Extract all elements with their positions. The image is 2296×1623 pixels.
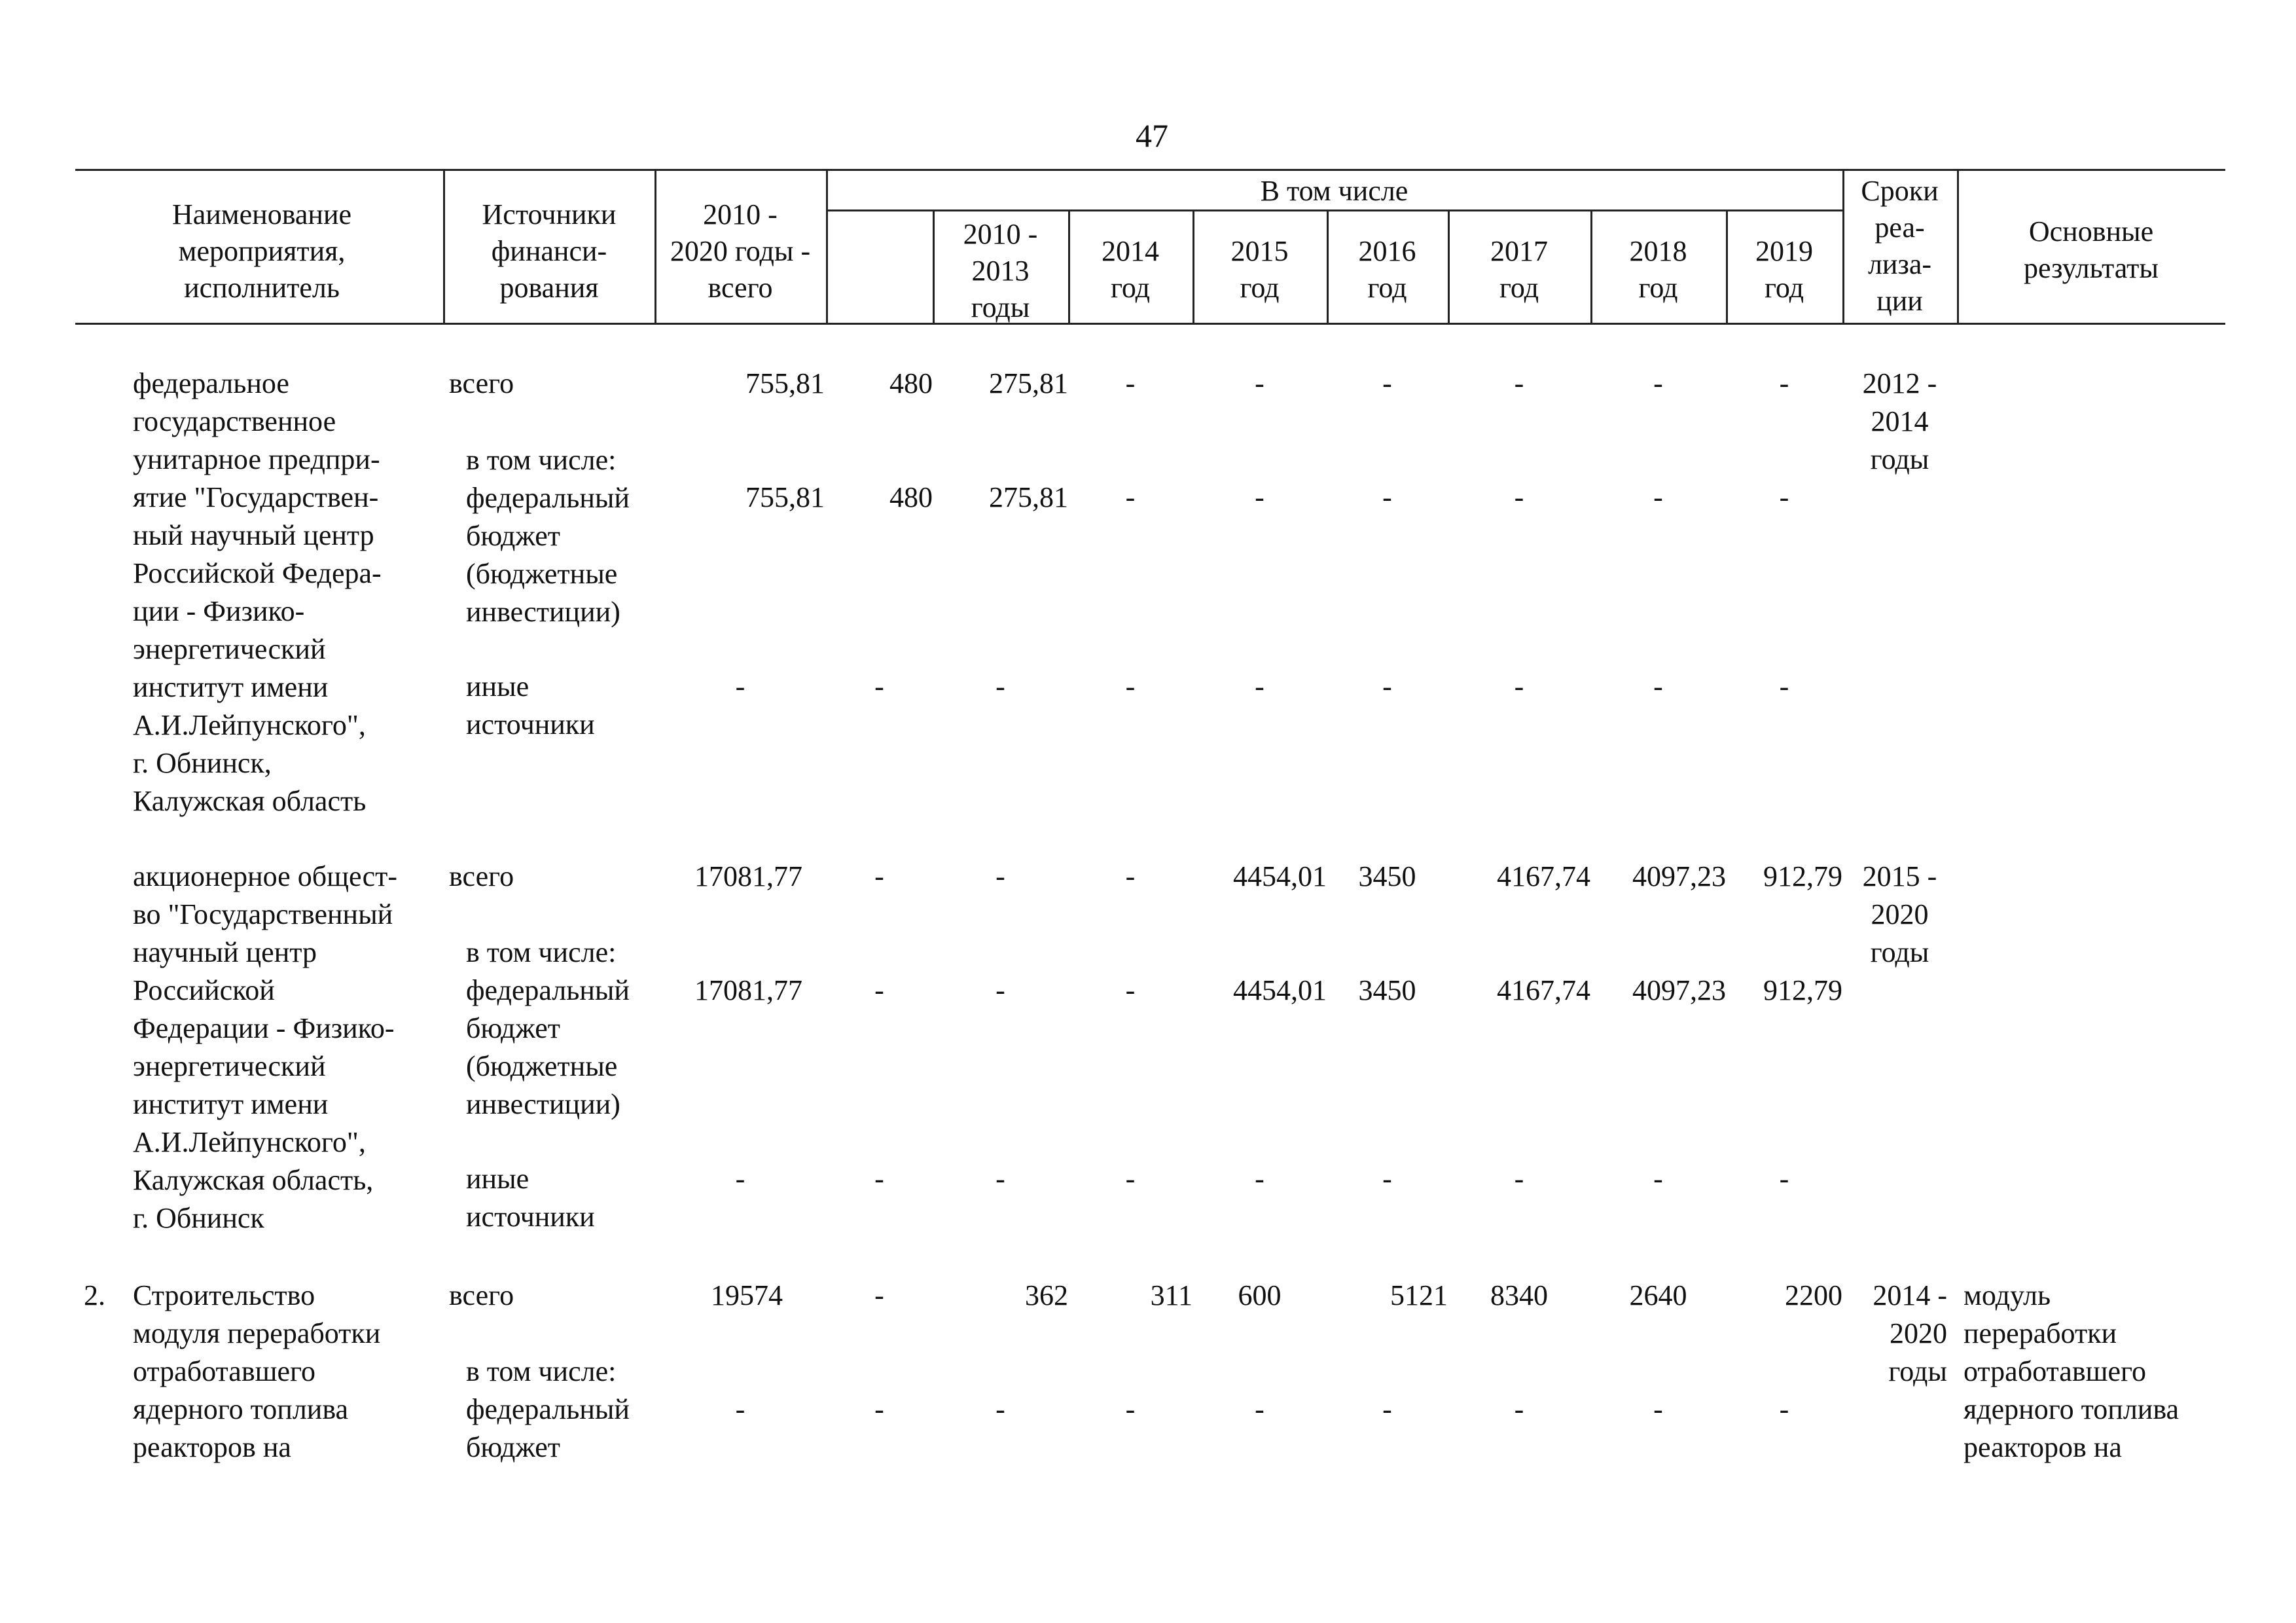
row-1-other-2020: - [1779, 670, 1789, 702]
row-2-total-2016: 4454,01 [1233, 860, 1327, 892]
row-1-other-2014: - [996, 670, 1005, 702]
row-3-terms: 2014 - 2020 годы [1873, 1279, 1947, 1387]
row-1-total-2015: - [1125, 367, 1136, 399]
row-3-source-federal: в том числе: федеральный бюджет [466, 1355, 630, 1463]
row-3-source-total: всего [449, 1279, 514, 1311]
row-3-total-2015: 311 [1150, 1279, 1193, 1311]
row-1-total-2010-2020: 755,81 [745, 367, 825, 399]
row-1-federal-2019: - [1653, 481, 1663, 513]
header-2017: 2017 год [1490, 235, 1548, 304]
row-1-other-2010-2020: - [735, 670, 745, 702]
header-name: Наименование мероприятия, исполнитель [171, 198, 352, 304]
row-2-source-other: иные источники [466, 1163, 595, 1233]
row-2-other-2019: - [1653, 1163, 1663, 1195]
row-2-federal-2019: 4097,23 [1632, 974, 1726, 1006]
header-2016: 2016 год [1358, 235, 1416, 304]
row-3-total-2018: 8340 [1490, 1279, 1548, 1311]
row-3-total-2010-2013: - [874, 1279, 884, 1311]
header-including: В том числе [1260, 175, 1408, 207]
table-top-rule [75, 169, 2225, 171]
row-3-name: Строительство модуля переработки отработавшего ядерного топлива реакторов на [133, 1279, 381, 1463]
page-number: 47 [1136, 117, 1168, 154]
row-1-other-2018: - [1514, 670, 1524, 702]
row-2-total-2014: - [996, 860, 1005, 892]
row-1-other-2019: - [1653, 670, 1663, 702]
row-1-total-2010-2013: 480 [889, 367, 933, 399]
row-1-federal-2010-2013: 480 [889, 481, 933, 513]
row-2-other-2010-2013: - [874, 1163, 884, 1195]
row-1-federal-2014: 275,81 [989, 481, 1068, 513]
row-1-total-2018: - [1514, 367, 1524, 399]
row-1-total-2020: - [1779, 367, 1789, 399]
row-3-federal-2020: - [1779, 1393, 1789, 1425]
row-3-federal-2010-2013: - [874, 1393, 884, 1425]
header-2019: 2019 год [1755, 235, 1813, 304]
row-2-other-2016: - [1255, 1163, 1265, 1195]
row-3-federal-2017: - [1382, 1393, 1392, 1425]
row-2-other-2014: - [996, 1163, 1005, 1195]
row-3-federal-2010-2020: - [735, 1393, 745, 1425]
row-2-source-federal: в том числе: федеральный бюджет (бюджетные инвестиции) [466, 936, 630, 1120]
header-bottom-rule [75, 323, 2225, 325]
row-3-federal-2018: - [1514, 1393, 1524, 1425]
row-3-result: модуль переработки отработавшего ядерного топлива реакторов на [1964, 1279, 2179, 1463]
row-2-total-2015: - [1125, 860, 1136, 892]
row-2-source-total: всего [449, 860, 514, 892]
row-3-total-2019: 2640 [1629, 1279, 1687, 1311]
row-1-other-2010-2013: - [874, 670, 884, 702]
row-1-federal-2010-2020: 755,81 [745, 481, 825, 513]
row-1-source-total: всего [449, 367, 514, 399]
row-3-federal-2016: - [1255, 1393, 1265, 1425]
row-2-other-2017: - [1382, 1163, 1392, 1195]
row-2-federal-2020: 912,79 [1763, 974, 1842, 1006]
header-2018: 2018 год [1629, 235, 1687, 304]
row-3-total-2020: 2200 [1785, 1279, 1842, 1311]
row-2-total-2020: 912,79 [1763, 860, 1842, 892]
row-3-total-2014: 362 [1025, 1279, 1068, 1311]
row-1-other-2016: - [1255, 670, 1265, 702]
row-1-federal-2015: - [1125, 481, 1136, 513]
header-terms: Сроки реа- лиза- ции [1861, 175, 1939, 317]
row-2-total-2019: 4097,23 [1632, 860, 1726, 892]
row-1-total-2017: - [1382, 367, 1392, 399]
header-2015: 2015 год [1230, 235, 1289, 304]
row-2-total-2010-2020: 17081,77 [694, 860, 802, 892]
row-2-federal-2018: 4167,74 [1497, 974, 1590, 1006]
row-3-total-2010-2020: 19574 [711, 1279, 783, 1311]
row-1-federal-2020: - [1779, 481, 1789, 513]
header-2010-2013: 2010 - 2013 годы [963, 218, 1038, 323]
row-2-total-2010-2013: - [874, 860, 884, 892]
row-3-federal-2019: - [1653, 1393, 1663, 1425]
row-2-federal-2017: 3450 [1358, 974, 1416, 1006]
row-2-other-2010-2020: - [735, 1163, 745, 1195]
row-1-total-2016: - [1255, 367, 1265, 399]
row-1-other-2015: - [1125, 670, 1136, 702]
header-results: Основные результаты [2024, 215, 2159, 284]
row-2-federal-2015: - [1125, 974, 1136, 1006]
header-total: 2010 - 2020 годы - всего [670, 198, 811, 304]
row-2-other-2020: - [1779, 1163, 1789, 1195]
row-2-federal-2010-2013: - [874, 974, 884, 1006]
row-2-other-2015: - [1125, 1163, 1136, 1195]
row-2-federal-2016: 4454,01 [1233, 974, 1327, 1006]
row-2-terms: 2015 - 2020 годы [1862, 860, 1937, 968]
row-3-total-2016: 600 [1238, 1279, 1282, 1311]
row-3-total-2017: 5121 [1390, 1279, 1448, 1311]
row-1-total-2019: - [1653, 367, 1663, 399]
row-1-federal-2016: - [1255, 481, 1265, 513]
row-2-federal-2014: - [996, 974, 1005, 1006]
row-2-total-2017: 3450 [1358, 860, 1416, 892]
row-1-total-2014: 275,81 [989, 367, 1068, 399]
row-2-other-2018: - [1514, 1163, 1524, 1195]
header-2014: 2014 год [1102, 235, 1159, 304]
row-3-federal-2014: - [996, 1393, 1005, 1425]
row-1-terms: 2012 - 2014 годы [1862, 367, 1937, 475]
row-1-federal-2017: - [1382, 481, 1392, 513]
row-1-source-federal: в том числе: федеральный бюджет (бюджетные инвестиции) [466, 444, 630, 628]
row-2-total-2018: 4167,74 [1497, 860, 1590, 892]
header-source: Источники финанси- рования [482, 198, 617, 304]
row-3-federal-2015: - [1125, 1393, 1136, 1425]
row-3-number: 2. [84, 1279, 105, 1311]
row-1-source-other: иные источники [466, 670, 595, 740]
row-2-federal-2010-2020: 17081,77 [694, 974, 802, 1006]
row-2-name: акционерное общест- во "Государственный научный центр Российской Федерации - Физико- энергетический институт имени А.И.Лейпунского", Калужская область, г. Обнинск [133, 860, 397, 1234]
row-1-federal-2018: - [1514, 481, 1524, 513]
row-1-name: федеральное государственное унитарное предпри- ятие "Государствен- ный научный центр Российской Федера- ции - Физико- энергетический институт имени А.И.Лейпунского", г. Обнинск, Калужская область [133, 367, 382, 817]
row-1-other-2017: - [1382, 670, 1392, 702]
subheader-rule [826, 210, 1842, 211]
